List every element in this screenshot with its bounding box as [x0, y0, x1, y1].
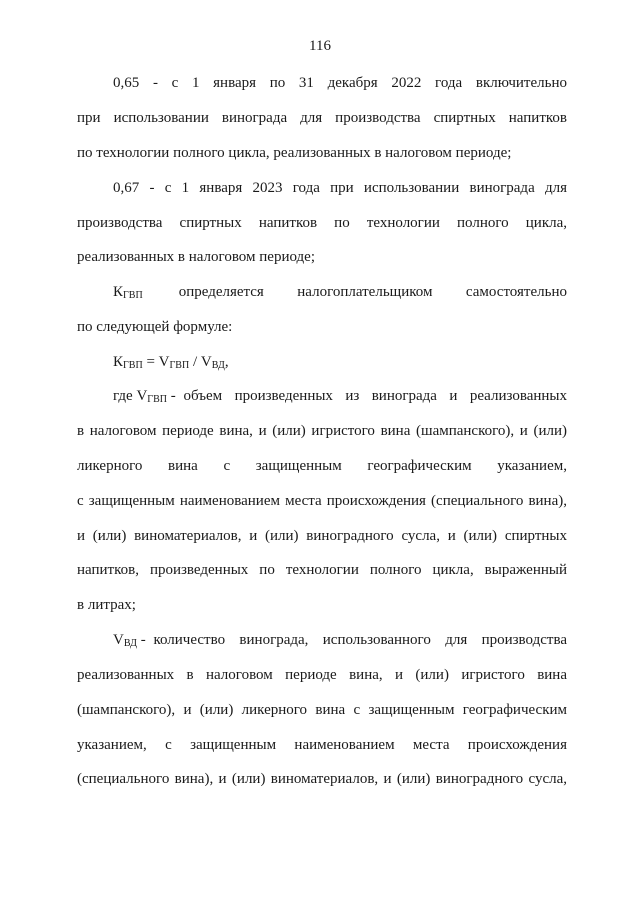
- text-line: реализованных в налоговом периоде вина, и (или) игристого вина: [77, 667, 567, 683]
- word: определяется: [178, 284, 264, 300]
- coefficient-symbol: $К_{ГВП}$: [113, 284, 143, 301]
- text-line: по технологии полного цикла, реализованных в налоговом периоде;: [77, 145, 512, 161]
- word: самостоятельно: [465, 284, 567, 300]
- text-line: по следующей формуле:: [77, 319, 233, 335]
- text-line: ликерного вина с защищенным географическим указанием,: [77, 458, 567, 474]
- text-line: производства спиртных напитков по технологии полного цикла,: [77, 215, 567, 231]
- text-fragment: [179, 283, 567, 301]
- text-line: реализованных в налоговом периоде;: [77, 249, 315, 265]
- text-fragment: объем произведенных из винограда и реализованных: [183, 388, 567, 404]
- definition-line: [113, 283, 567, 301]
- text-line: при использовании винограда для производства спиртных напитков: [77, 110, 567, 126]
- where-line: [113, 387, 567, 405]
- text-line: и (или) виноматериалов, и (или) виноградного сусла, и (или) спиртных: [77, 528, 567, 544]
- text-line: в литрах;: [77, 597, 136, 613]
- where-prefix: где $V_{ГВП}$ -: [113, 388, 180, 405]
- text-line: в налоговом периоде вина, и (или) игристого вина (шампанского), и (или): [77, 423, 567, 439]
- text-line: 0,65 - с 1 января по 31 декабря 2022 года включительно: [113, 75, 567, 91]
- text-line: с защищенным наименованием места происхождения (специального вина),: [77, 493, 567, 509]
- vd-prefix: $V_{ВД}$ -: [113, 632, 150, 649]
- text-line: 0,67 - с 1 января 2023 года при использовании винограда для: [113, 180, 567, 196]
- formula: $К_{ГВП} = V_{ГВП} / V_{ВД}$,: [113, 354, 229, 371]
- text-line: (шампанского), и (или) ликерного вина с защищенным географическим: [77, 702, 567, 718]
- vd-line: [113, 631, 567, 649]
- text-line: напитков, произведенных по технологии полного цикла, выраженный: [77, 562, 567, 578]
- word: налогоплательщиком: [297, 284, 433, 300]
- text-line: (специального вина), и (или) виноматериалов, и (или) виноградного сусла,: [77, 771, 567, 787]
- text-fragment: количество винограда, использованного для производства: [153, 632, 567, 648]
- text-line: указанием, с защищенным наименованием места происхождения: [77, 737, 567, 753]
- page-number: 116: [309, 38, 331, 54]
